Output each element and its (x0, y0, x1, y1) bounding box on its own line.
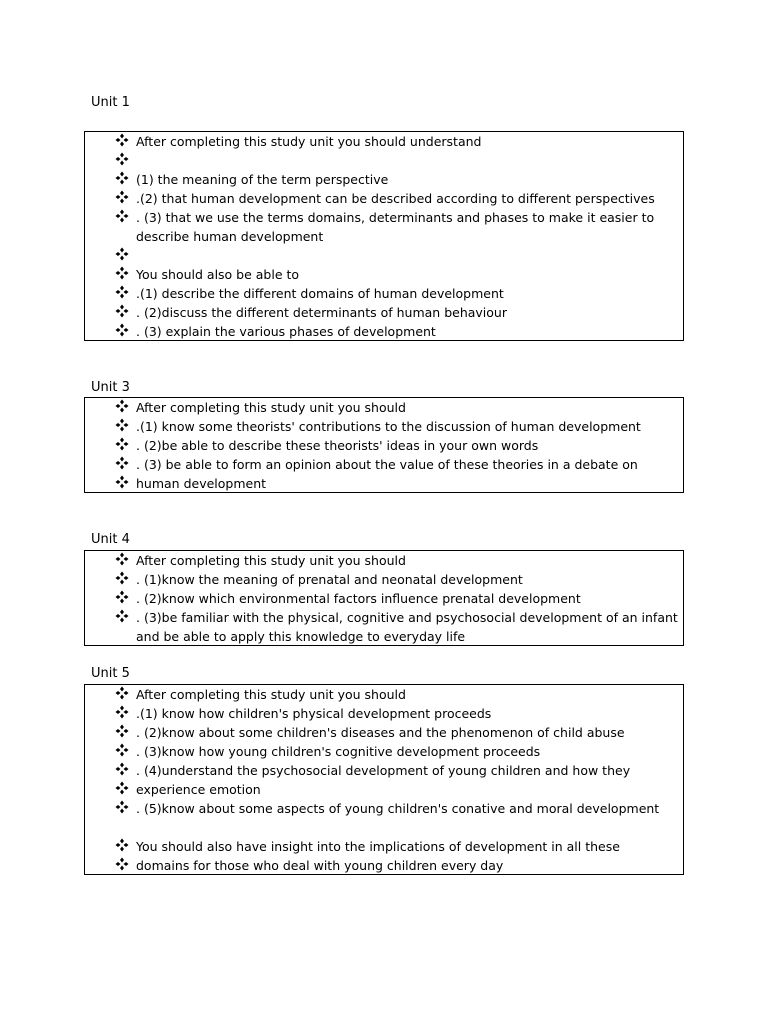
list-item (85, 704, 683, 723)
four-diamond-bullet-icon (115, 571, 129, 585)
list-item-text: .(1) know some theorists' contributions to the discussion of human development (136, 419, 641, 434)
four-diamond-bullet-icon (115, 475, 129, 489)
four-diamond-bullet-icon (115, 266, 129, 280)
four-diamond-bullet-icon (115, 762, 129, 776)
list-item-text: After completing this study unit you should (136, 553, 406, 568)
list-item (85, 151, 683, 170)
list-item-text: . (3)know how young children's cognitive development proceeds (136, 744, 541, 759)
list-item-text: . (2)know which environmental factors influence prenatal development (136, 591, 581, 606)
list-item-text: After completing this study unit you should (136, 400, 406, 415)
list-item (85, 589, 683, 608)
list-item (85, 723, 683, 742)
list-item (85, 799, 683, 818)
four-diamond-bullet-icon (115, 800, 129, 814)
list-item-text: (1) the meaning of the term perspective (136, 172, 389, 187)
four-diamond-bullet-icon (115, 190, 129, 204)
four-diamond-bullet-icon (115, 437, 129, 451)
four-diamond-bullet-icon (115, 418, 129, 432)
list-item-text: After completing this study unit you should (136, 687, 406, 702)
four-diamond-bullet-icon (115, 857, 129, 871)
four-diamond-bullet-icon (115, 686, 129, 700)
list-item (85, 570, 683, 589)
list-item (85, 189, 683, 208)
four-diamond-bullet-icon (115, 838, 129, 852)
list-item (85, 436, 683, 455)
four-diamond-bullet-icon (115, 247, 129, 261)
four-diamond-bullet-icon (115, 552, 129, 566)
list-item-text: . (4)understand the psychosocial development of young children and how they (136, 763, 631, 778)
list-item-text: . (3) that we use the terms domains, determinants and phases to make it easier to (136, 210, 655, 225)
list-item (85, 627, 683, 646)
list-item-text: . (2)know about some children's diseases and the phenomenon of child abuse (136, 725, 625, 740)
list-item (85, 551, 683, 570)
list-item (85, 761, 683, 780)
four-diamond-bullet-icon (115, 609, 129, 623)
list-item (85, 208, 683, 227)
list-item-text: You should also be able to (136, 267, 300, 282)
four-diamond-bullet-icon (115, 590, 129, 604)
list-item (85, 685, 683, 704)
unit-3-box (84, 397, 684, 493)
list-item (85, 474, 683, 493)
list-item (85, 227, 683, 246)
four-diamond-bullet-icon (115, 133, 129, 147)
list-item (85, 322, 683, 341)
list-item-text: .(1) know how children's physical development proceeds (136, 706, 492, 721)
list-item (85, 837, 683, 856)
list-item-text: and be able to apply this knowledge to everyday life (136, 629, 466, 644)
list-item (85, 455, 683, 474)
list-item-text: . (5)know about some aspects of young children's conative and moral development (136, 801, 660, 816)
four-diamond-bullet-icon (115, 209, 129, 223)
unit-4-title: Unit 4 (91, 532, 130, 547)
list-item (85, 170, 683, 189)
four-diamond-bullet-icon (115, 323, 129, 337)
list-item (85, 818, 683, 837)
list-item-text: . (3)be familiar with the physical, cognitive and psychosocial development of an infant (136, 610, 678, 625)
four-diamond-bullet-icon (115, 743, 129, 757)
unit-4-box (84, 550, 684, 646)
list-item-text: After completing this study unit you should understand (136, 134, 482, 149)
list-item-text: You should also have insight into the implications of development in all these (136, 839, 620, 854)
unit-5-box (84, 684, 684, 875)
unit-1-box (84, 131, 684, 341)
list-item (85, 265, 683, 284)
list-item (85, 856, 683, 875)
four-diamond-bullet-icon (115, 171, 129, 185)
list-item-text: . (3) explain the various phases of development (136, 324, 436, 339)
unit-5-title: Unit 5 (91, 666, 130, 681)
list-item (85, 742, 683, 761)
list-item-text: .(1) describe the different domains of human development (136, 286, 504, 301)
four-diamond-bullet-icon (115, 456, 129, 470)
list-item-text: describe human development (136, 229, 324, 244)
list-item (85, 608, 683, 627)
four-diamond-bullet-icon (115, 304, 129, 318)
list-item-text: .(2) that human development can be described according to different perspectives (136, 191, 655, 206)
list-item (85, 780, 683, 799)
list-item (85, 398, 683, 417)
list-item (85, 303, 683, 322)
list-item-text: . (3) be able to form an opinion about the value of these theories in a debate on (136, 457, 638, 472)
list-item (85, 246, 683, 265)
list-item (85, 417, 683, 436)
list-item-text: human development (136, 476, 267, 491)
four-diamond-bullet-icon (115, 399, 129, 413)
unit-3-title: Unit 3 (91, 380, 130, 395)
list-item-text: . (2)discuss the different determinants of human behaviour (136, 305, 507, 320)
four-diamond-bullet-icon (115, 285, 129, 299)
four-diamond-bullet-icon (115, 705, 129, 719)
list-item (85, 132, 683, 151)
list-item-text: . (2)be able to describe these theorists' ideas in your own words (136, 438, 539, 453)
list-item-text: experience emotion (136, 782, 261, 797)
four-diamond-bullet-icon (115, 781, 129, 795)
list-item-text: . (1)know the meaning of prenatal and neonatal development (136, 572, 523, 587)
unit-1-title: Unit 1 (91, 95, 130, 110)
list-item-text: domains for those who deal with young children every day (136, 858, 504, 873)
four-diamond-bullet-icon (115, 152, 129, 166)
four-diamond-bullet-icon (115, 724, 129, 738)
list-item (85, 284, 683, 303)
